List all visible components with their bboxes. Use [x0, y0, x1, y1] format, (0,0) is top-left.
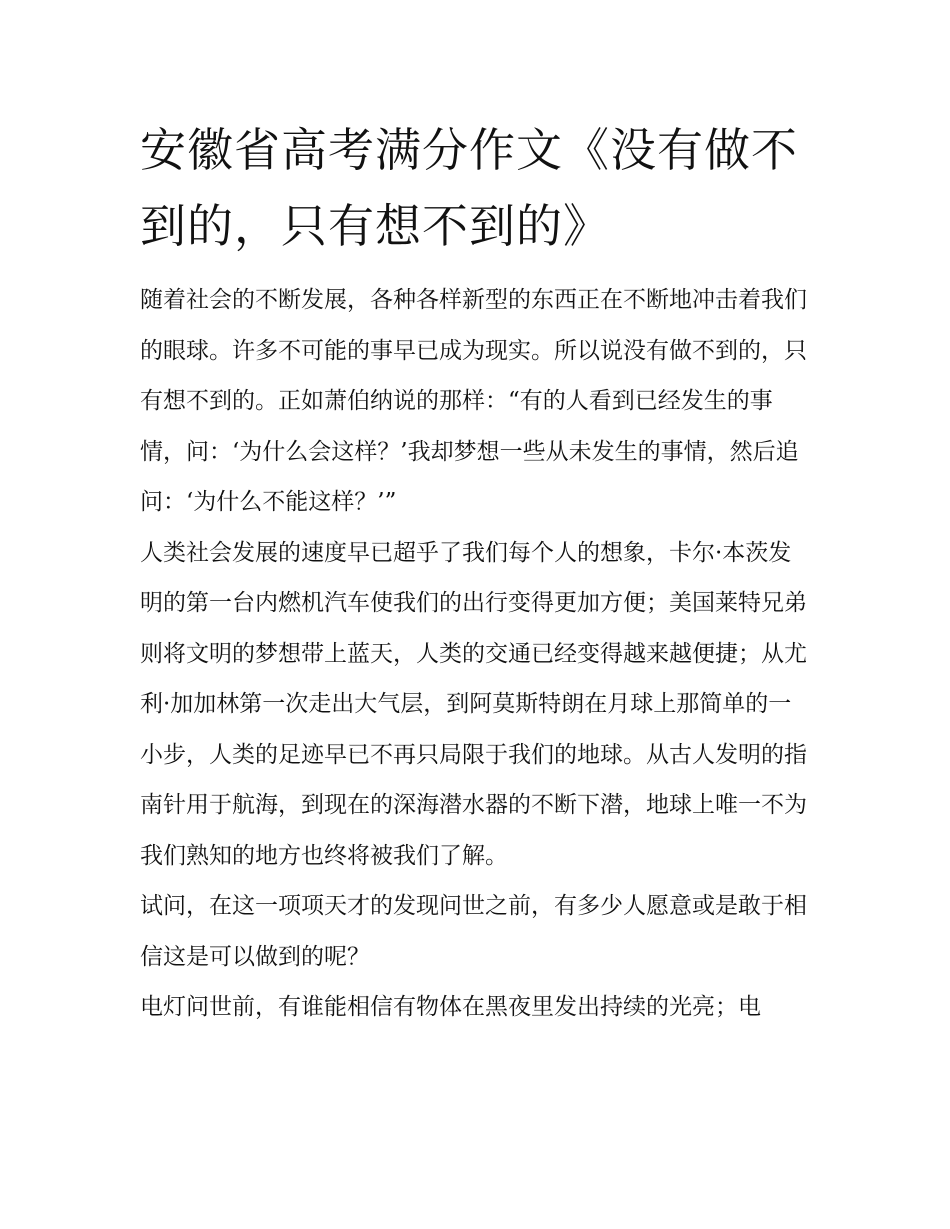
- paragraph-1: 随着社会的不断发展，各种各样新型的东西正在不断地冲击着我们的眼球。许多不可能的事早已成为现实。所以说没有做不到的，只有想不到的。正如萧伯纳说的那样：“有的人看到已经发生的事情，问：‘为什么会这样？’我却梦想一些从未发生的事情，然后追问：‘为什么不能这样？’”: [140, 287, 807, 515]
- paragraph-3: 试问，在这一项项天才的发现问世之前，有多少人愿意或是敢于相信这是可以做到的呢？: [140, 893, 807, 970]
- document-body: [140, 275, 812, 1033]
- paragraph-2: 人类社会发展的速度早已超乎了我们每个人的想象，卡尔·本茨发明的第一台内燃机汽车使我们的出行变得更加方便；美国莱特兄弟则将文明的梦想带上蓝天，人类的交通已经变得越来越便捷；从尤利·加加林第一次走出大气层，到阿莫斯特朗在月球上那简单的一小步，人类的足迹早已不再只局限于我们的地球。从古人发明的指南针用于航海，到现在的深海潜水器的不断下潜，地球上唯一不为我们熟知的地方也终将被我们了解。: [140, 539, 807, 869]
- paragraph-4: 电灯问世前，有谁能相信有物体在黑夜里发出持续的光亮；电: [140, 994, 761, 1020]
- document-title: 安徽省高考满分作文《没有做不到的，只有想不到的》: [140, 123, 798, 253]
